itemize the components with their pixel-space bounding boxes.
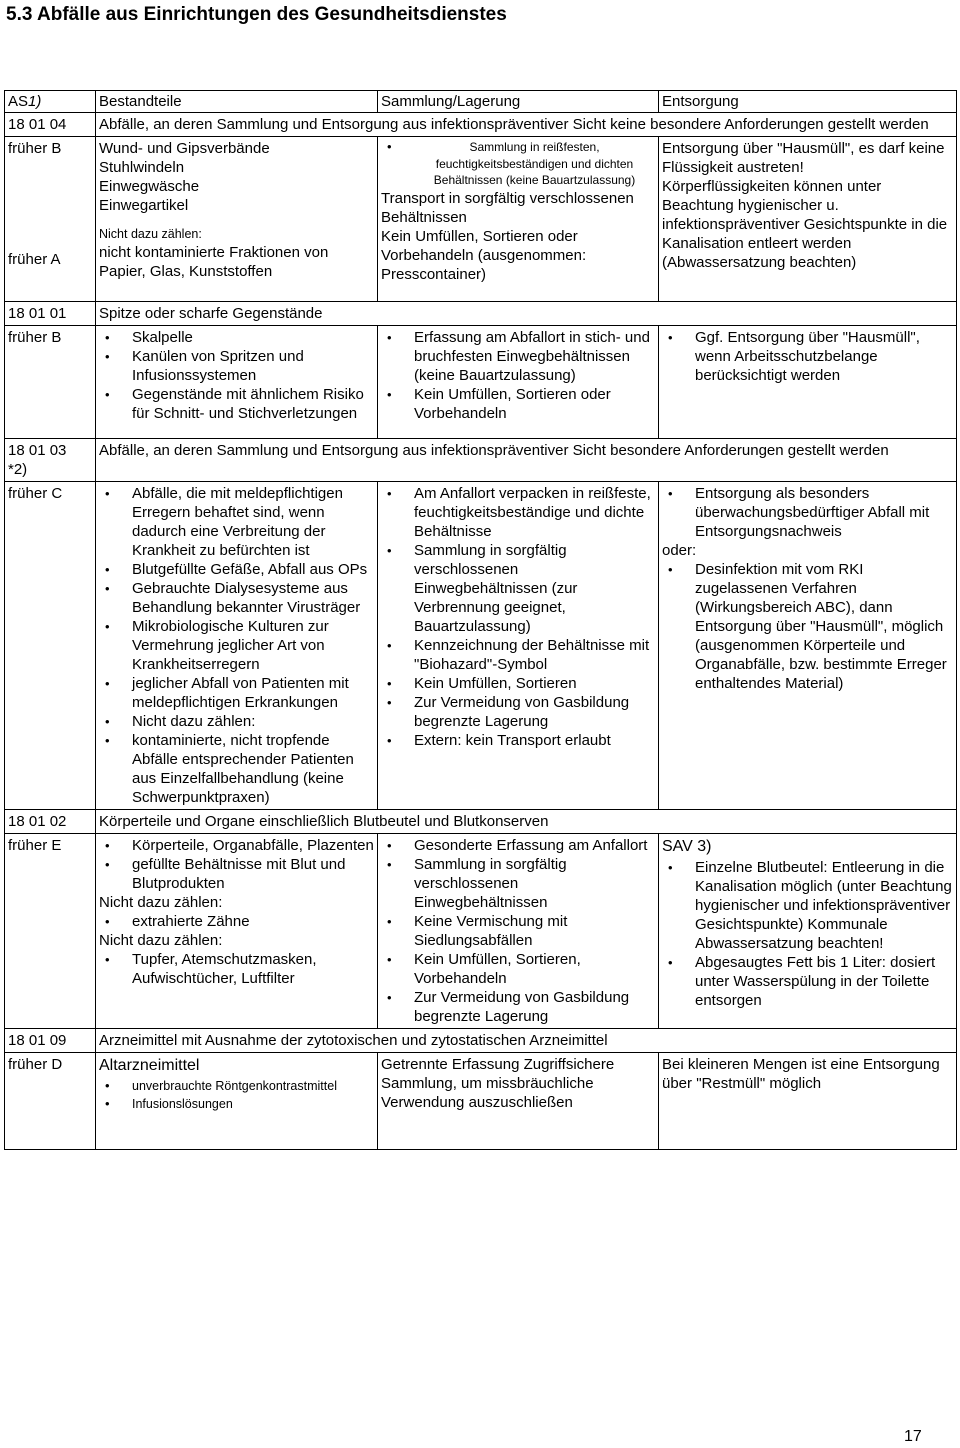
disposal-text: Entsorgung über "Hausmüll", es darf keine Flüssigkeit austreten! bbox=[662, 140, 945, 176]
detail-row-180109 bbox=[5, 1053, 957, 1150]
list-item: • Sammlung in sorgfältig verschlossenen Einwegbehältnissen (zur Verbrennung geeignet, Bauartzulassung) bbox=[381, 541, 655, 636]
desc-180101: Spitze oder scharfe Gegenstände bbox=[96, 302, 957, 326]
list-item: Einwegartikel bbox=[99, 197, 189, 214]
list-item: • Nicht dazu zählen: bbox=[99, 712, 374, 731]
list-item: • Keine Vermischung mit Siedlungsabfällen bbox=[381, 912, 655, 950]
header-as-note: 1) bbox=[28, 93, 42, 110]
list-item: • Kein Umfüllen, Sortieren bbox=[381, 674, 655, 693]
list-item: • Kein Umfüllen, Sortieren, Vorbehandeln bbox=[381, 950, 655, 988]
collect-text: Kein Umfüllen, Sortieren oder Vorbehandeln (ausgenommen: Presscontainer) bbox=[381, 227, 587, 283]
code-180103: 18 01 03 bbox=[8, 442, 67, 459]
list-item: • kontaminierte, nicht tropfende Abfälle entsprechender Patienten aus Einzelfallbehandlung (keine Schwerpunktpraxen) bbox=[99, 731, 374, 807]
section-row-180102 bbox=[5, 810, 957, 834]
detail-row-180102 bbox=[5, 834, 957, 1029]
list-item: Stuhlwindeln bbox=[99, 159, 185, 176]
prev-180102: früher E bbox=[5, 834, 96, 1029]
list-item: • Mikrobiologische Kulturen zur Vermehrung jeglicher Art von Krankheitserregern bbox=[99, 617, 374, 674]
list-item: • Gebrauchte Dialysesysteme aus Behandlung bekannter Virusträger bbox=[99, 579, 374, 617]
code-note-180103: *2) bbox=[8, 461, 28, 478]
list-item: • Ggf. Entsorgung über "Hausmüll", wenn Arbeitsschutzbelange berücksichtigt werden bbox=[662, 328, 953, 385]
list-item: • Erfassung am Abfallort in stich- und bruchfesten Einwegbehältnissen (keine Bauartzulassung) bbox=[381, 328, 655, 385]
main-item: Altarzneimittel bbox=[99, 1057, 200, 1074]
waste-table bbox=[4, 90, 957, 1150]
list-item: • Sammlung in sorgfältig verschlossenen Einwegbehältnissen bbox=[381, 855, 655, 912]
exclude-label: Nicht dazu zählen: bbox=[99, 932, 223, 949]
table-header-row bbox=[5, 91, 957, 113]
list-item: • Skalpelle bbox=[99, 328, 374, 347]
detail-row-180103 bbox=[5, 482, 957, 810]
list-item: • Desinfektion mit vom RKI zugelassenen Verfahren (Wirkungsbereich ABC), dann Entsorgung über "Hausmüll", möglich (ausgenommen Körperteile und Organabfälle, bzw. bestimmte Erreger enthaltendes Material) bbox=[662, 560, 953, 693]
list-item: • jeglicher Abfall von Patienten mit meldepflichtigen Erkrankungen bbox=[99, 674, 374, 712]
list-item: • Abgesaugtes Fett bis 1 Liter: dosiert unter Wasserspülung in der Toilette entsorgen bbox=[662, 953, 953, 1010]
list-item: Wund- und Gipsverbände bbox=[99, 140, 270, 157]
list-item: • Zur Vermeidung von Gasbildung begrenzte Lagerung bbox=[381, 988, 655, 1026]
list-item: • Kanülen von Spritzen und Infusionssystemen bbox=[99, 347, 374, 385]
header-bestandteile: Bestandteile bbox=[96, 91, 378, 113]
list-item: Einwegwäsche bbox=[99, 178, 200, 195]
list-item: • Entsorgung als besonders überwachungsbedürftiger Abfall mit Entsorgungsnachweis bbox=[662, 484, 953, 541]
collect-text: Transport in sorgfältig verschlossenen Behältnissen bbox=[381, 189, 634, 226]
section-row-180101 bbox=[5, 302, 957, 326]
list-item: • extrahierte Zähne bbox=[99, 912, 374, 931]
collect-text: Getrennte Erfassung Zugriffsichere Sammlung, um missbräuchliche Verwendung auszuschließen bbox=[378, 1053, 659, 1150]
prev-b-180104: früher B bbox=[8, 140, 62, 157]
list-item: • gefüllte Behältnisse mit Blut und Blutprodukten bbox=[99, 855, 374, 893]
list-item: • Extern: kein Transport erlaubt bbox=[381, 731, 655, 750]
header-entsorgung: Entsorgung bbox=[659, 91, 957, 113]
list-item: • Zur Vermeidung von Gasbildung begrenzte Lagerung bbox=[381, 693, 655, 731]
page-title: 5.3 Abfälle aus Einrichtungen des Gesundheitsdienstes bbox=[6, 4, 507, 25]
list-item: • Am Anfallort verpacken in reißfeste, feuchtigkeitsbeständige und dichte Behältnisse bbox=[381, 484, 655, 541]
disposal-text: Bei kleineren Mengen ist eine Entsorgung über "Restmüll" möglich bbox=[659, 1053, 957, 1150]
list-item: • Abfälle, die mit meldepflichtigen Erregern behaftet sind, wenn dadurch eine Verbreitung der Krankheit zu befürchten ist bbox=[99, 484, 374, 560]
code-180109: 18 01 09 bbox=[5, 1029, 96, 1053]
list-item: • Blutgefüllte Gefäße, Abfall aus OPs bbox=[99, 560, 374, 579]
page-number: 17 bbox=[904, 1428, 922, 1445]
section-row-180109 bbox=[5, 1029, 957, 1053]
code-180101: 18 01 01 bbox=[5, 302, 96, 326]
prev-a-180104: früher A bbox=[8, 251, 61, 268]
list-item: • unverbrauchte Röntgenkontrastmittel bbox=[99, 1077, 374, 1095]
disposal-text: Körperflüssigkeiten können unter Beachtung hygienischer u. infektionspräventiver Gesichtspunkte in die Kanalisation entleert werden (Abwassersatzung beachten) bbox=[662, 178, 948, 271]
list-item: • Infusionslösungen bbox=[99, 1095, 374, 1113]
desc-180102: Körperteile und Organe einschließlich Blutbeutel und Blutkonserven bbox=[96, 810, 957, 834]
prev-180103: früher C bbox=[5, 482, 96, 810]
disposal-label: SAV 3) bbox=[662, 838, 712, 855]
list-item: • Tupfer, Atemschutzmasken, Aufwischtücher, Luftfilter bbox=[99, 950, 374, 988]
list-item: • Kennzeichnung der Behältnisse mit "Biohazard"-Symbol bbox=[381, 636, 655, 674]
exclude-label: Nicht dazu zählen: bbox=[99, 227, 202, 241]
list-item: • Gesonderte Erfassung am Anfallort bbox=[381, 836, 655, 855]
exclude-label: Nicht dazu zählen: bbox=[99, 894, 223, 911]
list-item: • Kein Umfüllen, Sortieren oder Vorbehandeln bbox=[381, 385, 655, 423]
list-item: • Körperteile, Organabfälle, Plazenten bbox=[99, 836, 374, 855]
code-180104: 18 01 04 bbox=[5, 113, 96, 137]
prev-180101: früher B bbox=[5, 326, 96, 439]
header-as: AS bbox=[8, 93, 29, 110]
list-item: • Sammlung in reißfesten, feuchtigkeitsbeständigen und dichten Behältnissen (keine Bauartzulassung) bbox=[381, 139, 655, 189]
list-item: • Gegenstände mit ähnlichem Risiko für Schnitt- und Stichverletzungen bbox=[99, 385, 374, 423]
desc-180103: Abfälle, an deren Sammlung und Entsorgung aus infektionspräventiver Sicht besondere Anforderungen gestellt werden bbox=[96, 439, 957, 482]
section-row-180103 bbox=[5, 439, 957, 482]
code-180102: 18 01 02 bbox=[5, 810, 96, 834]
detail-row-180101 bbox=[5, 326, 957, 439]
section-row-180104 bbox=[5, 113, 957, 137]
desc-180109: Arzneimittel mit Ausnahme der zytotoxischen und zytostatischen Arzneimittel bbox=[96, 1029, 957, 1053]
detail-row-180104 bbox=[5, 137, 957, 302]
prev-180109: früher D bbox=[5, 1053, 96, 1150]
header-sammlung: Sammlung/Lagerung bbox=[378, 91, 659, 113]
desc-180104: Abfälle, an deren Sammlung und Entsorgung aus infektionspräventiver Sicht keine besondere Anforderungen gestellt werden bbox=[96, 113, 957, 137]
list-item: • Einzelne Blutbeutel: Entleerung in die Kanalisation möglich (unter Beachtung hygienischer und infektionspräventiver Gesichtspunkte) Kommunale Abwassersatzung beachten! bbox=[662, 858, 953, 953]
disposal-or: oder: bbox=[662, 542, 697, 559]
exclude-text: nicht kontaminierte Fraktionen von Papier, Glas, Kunststoffen bbox=[99, 244, 329, 280]
